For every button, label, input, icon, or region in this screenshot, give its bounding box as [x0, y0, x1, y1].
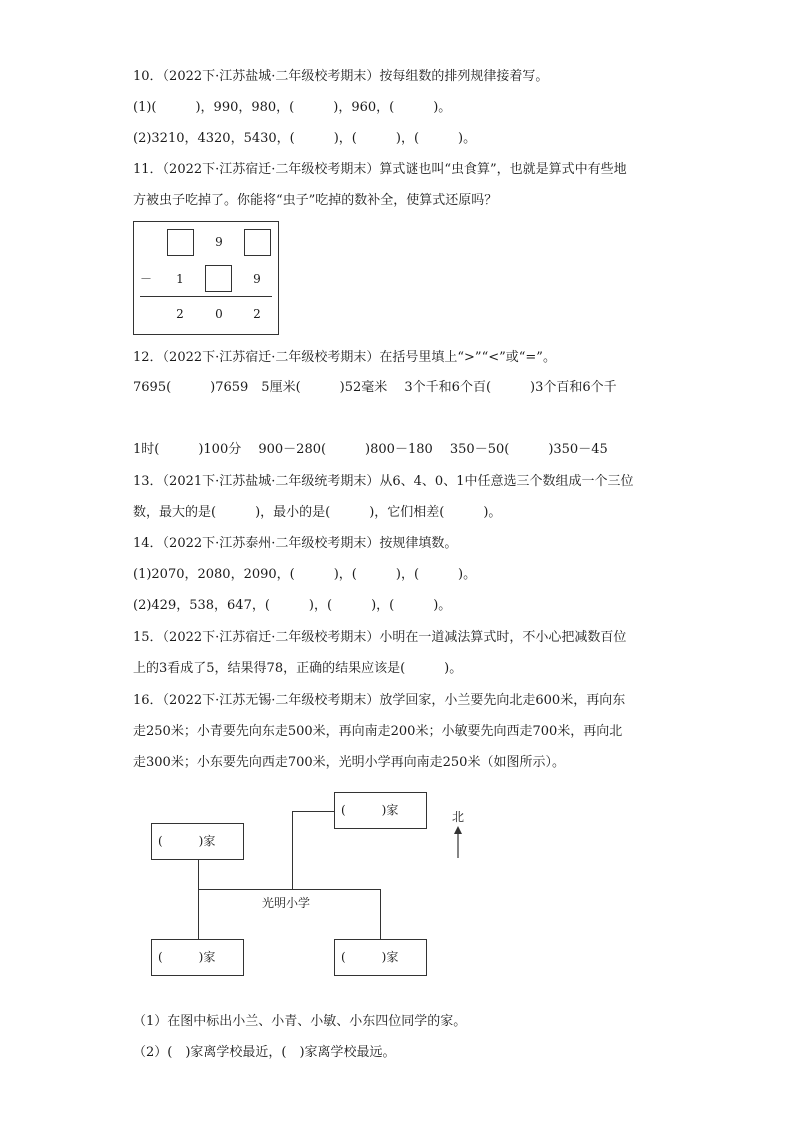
q16-part1: （1）在图中标出小兰、小青、小敏、小东四位同学的家。 — [133, 1014, 467, 1029]
route-map — [140, 788, 480, 983]
q16-part2: （2）( )家离学校最近，( )家离学校最远。 — [133, 1045, 396, 1060]
q11-title-cont: 方被虫子吃掉了。你能将“虫子”吃掉的数补全，使算式还原吗？ — [133, 193, 498, 208]
digit: 2 — [253, 307, 261, 321]
q15-title-cont: 上的3看成了5，结果得78，正确的结果应该是( )。 — [133, 661, 463, 676]
q14-title: 14．（2022下·江苏泰州·二年级校考期末）按规律填数。 — [133, 536, 458, 551]
digit: 9 — [253, 272, 261, 286]
q12-row1: 7695( )7659 5厘米( )52毫米 3个千和6个百( )3个百和6个千 — [133, 380, 617, 395]
blank-box[interactable] — [205, 265, 232, 292]
q16-title-cont2: 走300米；小东要先向西走700米，光明小学再向南走250米（如图所示）。 — [133, 755, 565, 770]
east-west-road — [198, 889, 381, 890]
q10-part1: (1)( )，990，980，( )，960，( )。 — [133, 100, 452, 115]
q13-title: 13．（2021下·江苏盐城·二年级统考期末）从6、4、0、1中任意选三个数组成一个三位 — [133, 474, 634, 489]
q16-title: 16．（2022下·江苏无锡·二年级校考期末）放学回家，小兰要先向北走600米，再向东 — [133, 693, 626, 708]
q12-row2: 1时( )100分 900－280( )800－180 350－50( )350－45 — [133, 442, 608, 457]
north-label: 北 — [452, 810, 465, 824]
north-road — [292, 811, 293, 889]
q11-title: 11．（2022下·江苏宿迁·二年级校考期末）算式谜也叫“虫食算”，也就是算式中有些地 — [133, 162, 627, 177]
digit: 2 — [176, 307, 184, 321]
q10-title: 10．（2022下·江苏盐城·二年级校考期末）按每组数的排列规律接着写。 — [133, 69, 549, 84]
q13-title-cont: 数，最大的是( )，最小的是( )，它们相差( )。 — [133, 505, 502, 520]
q10-part2: (2)3210，4320，5430，( )，( )，( )。 — [133, 131, 477, 146]
west-road — [198, 859, 199, 939]
north-arrow-icon — [452, 826, 464, 860]
south-east-road — [380, 889, 381, 939]
q12-title: 12．（2022下·江苏宿迁·二年级校考期末）在括号里填上“>”“<”或“=”。 — [133, 350, 556, 365]
result-rule — [140, 296, 272, 297]
digit: 0 — [215, 307, 223, 321]
digit: 9 — [215, 235, 223, 249]
q16-title-cont1: 走250米；小青要先向东走500米，再向南走200米；小敏要先向西走700米，再向北 — [133, 724, 623, 739]
subtraction-puzzle — [133, 221, 279, 335]
home-box-top-left[interactable]: ( )家 — [151, 823, 244, 860]
q15-title: 15．（2022下·江苏宿迁·二年级校考期末）小明在一道减法算式时，不小心把减数百位 — [133, 630, 627, 645]
blank-box[interactable] — [167, 229, 194, 256]
north-east-road — [292, 811, 335, 812]
q14-part1: (1)2070，2080，2090，( )，( )，( )。 — [133, 567, 477, 582]
q14-part2: (2)429，538，647，( )，( )，( )。 — [133, 598, 452, 613]
home-box-bottom-right[interactable]: ( )家 — [334, 939, 427, 976]
minus-sign: － — [139, 272, 152, 286]
digit: 1 — [176, 272, 184, 286]
blank-box[interactable] — [244, 229, 271, 256]
home-box-top-right[interactable]: ( )家 — [334, 792, 427, 829]
home-box-bottom-left[interactable]: ( )家 — [151, 939, 244, 976]
school-label: 光明小学 — [262, 896, 311, 910]
